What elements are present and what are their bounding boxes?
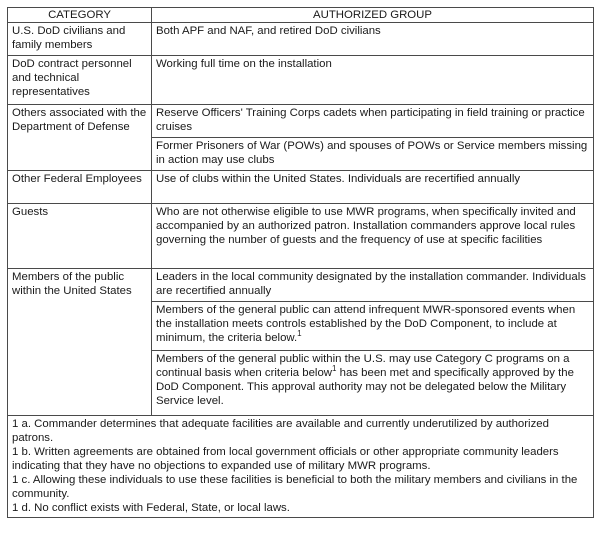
table-header-row <box>8 8 594 23</box>
footnote-mark: 1 <box>297 329 302 339</box>
category-cell: Members of the public within the United States <box>8 269 152 416</box>
group-cell: Leaders in the local community designated by the installation commander. Individuals are recertified annually <box>152 269 594 302</box>
category-cell: DoD contract personnel and technical representatives <box>8 56 152 105</box>
table-row <box>8 171 594 204</box>
footnote-d: 1 d. No conflict exists with Federal, State, or local laws. <box>12 502 290 514</box>
footnote-mark: 1 <box>332 364 337 374</box>
table-row <box>8 56 594 105</box>
table-row <box>8 23 594 56</box>
table-row <box>8 105 594 138</box>
table-row <box>8 204 594 269</box>
category-cell: U.S. DoD civilians and family members <box>8 23 152 56</box>
authorized-patrons-table <box>7 7 594 518</box>
footnote-c: 1 c. Allowing these individuals to use these facilities is beneficial to both the military members and civilians in the community. <box>12 474 578 500</box>
table-row <box>8 269 594 302</box>
group-text: has been met and specifically approved by the DoD Component. This approval authority may not be delegated below the Military Service level. <box>156 367 574 407</box>
footnotes-cell <box>8 416 594 518</box>
group-cell: Use of clubs within the United States. Individuals are recertified annually <box>152 171 594 204</box>
group-cell: Former Prisoners of War (POWs) and spouses of POWs or Service members missing in action may use clubs <box>152 138 594 171</box>
group-cell: Reserve Officers' Training Corps cadets when participating in field training or practice cruises <box>152 105 594 138</box>
group-cell: Who are not otherwise eligible to use MWR programs, when specifically invited and accompanied by an authorized patron. Installation commanders approve local rules governing the number of guests and the frequency of use at specific facilities <box>152 204 594 269</box>
category-cell: Guests <box>8 204 152 269</box>
category-cell: Others associated with the Department of Defense <box>8 105 152 171</box>
group-cell <box>152 351 594 416</box>
group-text: Members of the general public within the U.S. may use Category C programs on a continual basis when criteria below <box>156 353 570 379</box>
footnote-b: 1 b. Written agreements are obtained from local government officials or other appropriate community leaders indicating that they have no objections to expanded use of military MWR programs. <box>12 446 559 472</box>
group-cell: Both APF and NAF, and retired DoD civilians <box>152 23 594 56</box>
footnote-a: 1 a. Commander determines that adequate facilities are available and currently underutilized by authorized patrons. <box>12 418 549 444</box>
category-cell: Other Federal Employees <box>8 171 152 204</box>
header-authorized-group: AUTHORIZED GROUP <box>152 8 594 23</box>
group-cell <box>152 302 594 351</box>
header-category: CATEGORY <box>8 8 152 23</box>
footnotes-row <box>8 416 594 518</box>
group-cell: Working full time on the installation <box>152 56 594 105</box>
group-text: Members of the general public can attend infrequent MWR-sponsored events when the installation meets controls established by the DoD Component, to include at minimum, the criteria below. <box>156 304 576 344</box>
